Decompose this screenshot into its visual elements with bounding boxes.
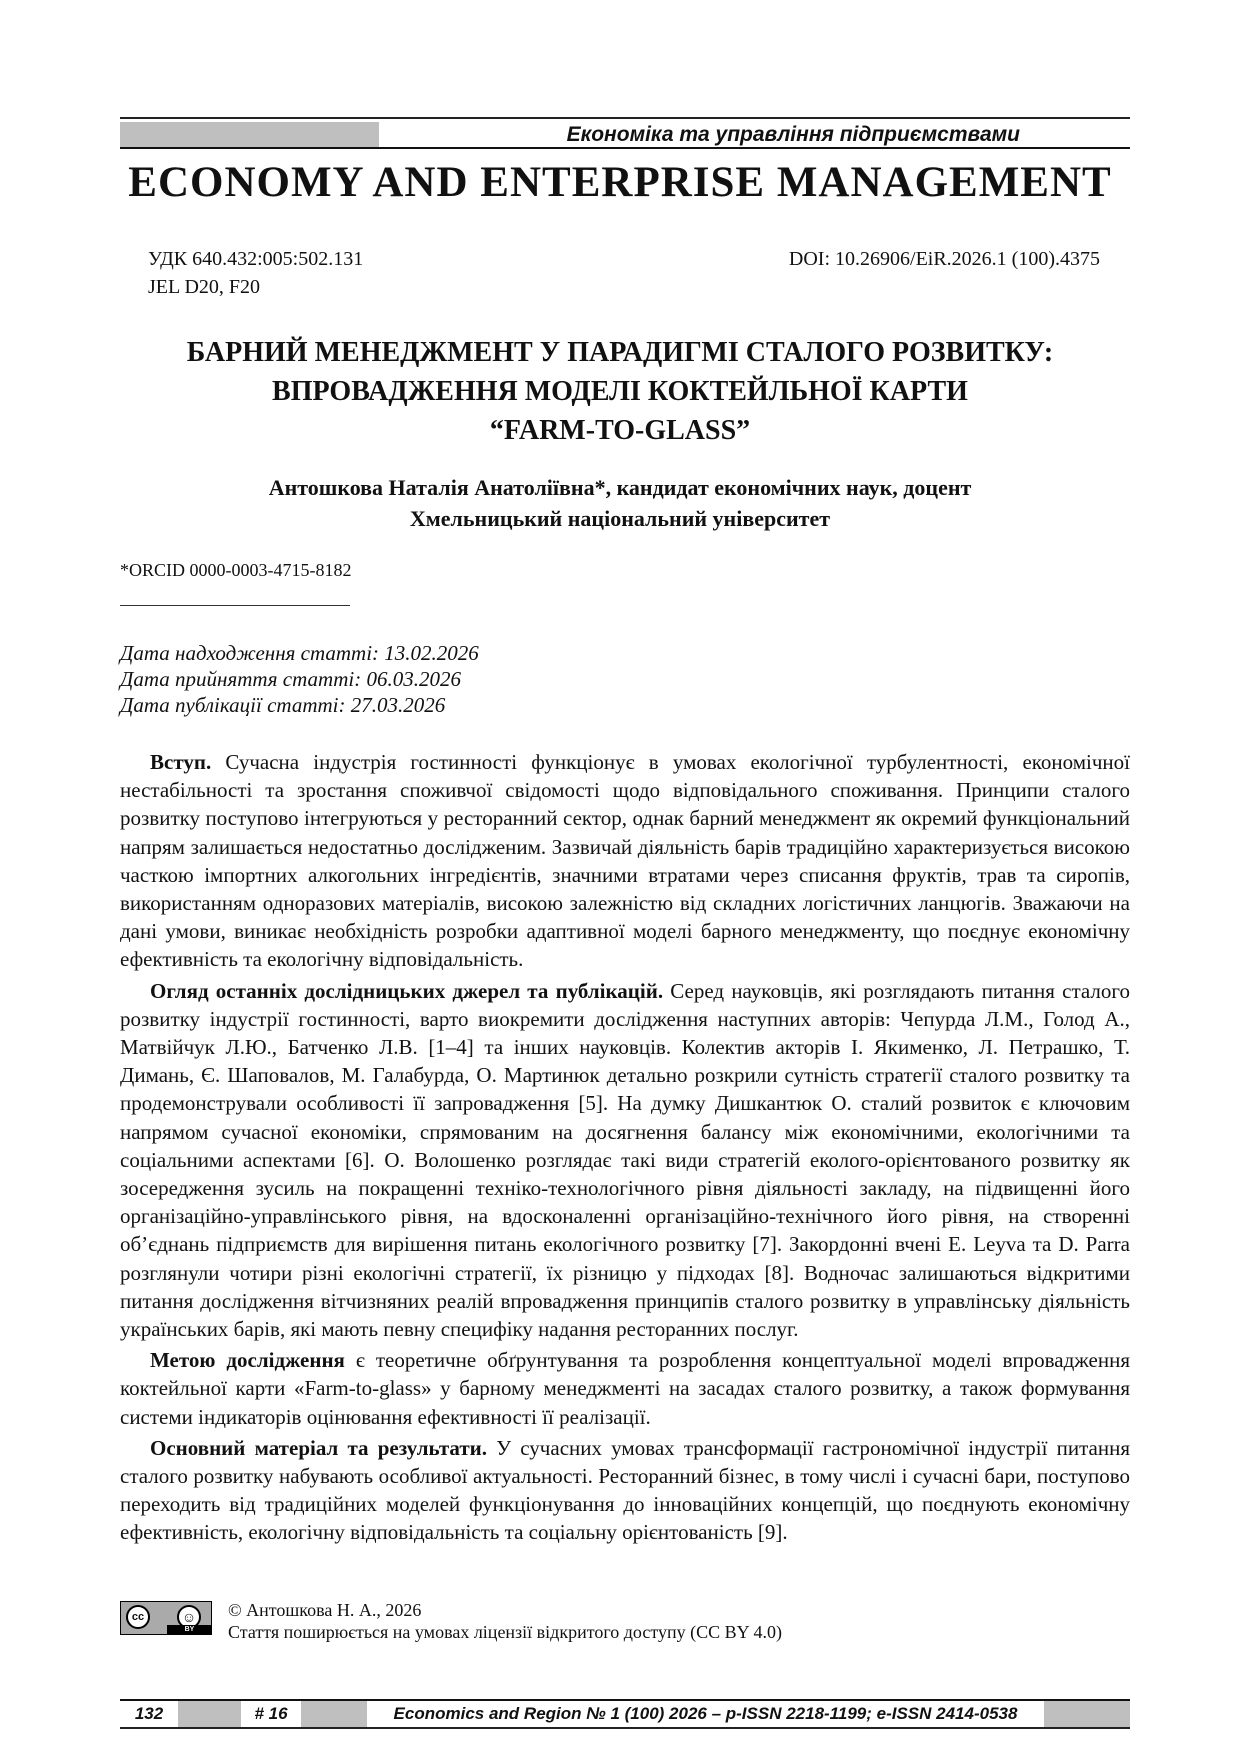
date-published: Дата публікації статті: 27.03.2026 — [120, 693, 446, 717]
journal-issue-info: Economics and Region № 1 (100) 2026 – p-ISSN 2218-1199; e-ISSN 2414-0538 — [393, 1704, 1018, 1723]
footer-grey-block-2 — [301, 1701, 367, 1727]
paragraph-introduction — [120, 748, 1130, 974]
orcid-footnote: *ORCID 0000-0003-4715-8182 — [120, 560, 352, 580]
running-header — [120, 122, 1130, 149]
paragraph-heading: Основний матеріал та результати. — [150, 1435, 488, 1460]
cc-icon: cc — [126, 1605, 150, 1629]
header-grey-block — [120, 122, 379, 147]
doi: DOI: 10.26906/EiR.2026.1 (100).4375 — [788, 248, 1100, 270]
paragraph-heading: Вступ. — [150, 750, 212, 774]
paper-title — [140, 333, 1100, 450]
person-icon: ☺ — [177, 1605, 201, 1629]
footnote-divider — [120, 605, 350, 606]
paragraph-aim — [120, 1346, 1130, 1431]
page-number: 132 — [134, 1704, 164, 1723]
journal-section-title: ECONOMY AND ENTERPRISE MANAGEMENT — [128, 159, 1112, 206]
copyright-notice: © Антошкова Н. А., 2026 — [228, 1600, 422, 1620]
header-top-rule — [120, 117, 1130, 119]
section-name: Економіка та управління підприємствами — [566, 123, 1020, 146]
running-footer — [120, 1699, 1130, 1727]
author-name: Антошкова Наталія Анатоліївна*, кандидат економічних наук, доцент — [268, 475, 972, 500]
issue-number: # 16 — [254, 1704, 288, 1723]
paragraph-text: Серед науковців, які розглядають питання сталого розвитку індустрії гостинності, варто виокремити дослідження наступних авторів: Чепурда Л.М., Голод А., Матвійчук Л.Ю., Батченко Л.В. [1–4] та інших науковців. Колектив акторів І. Якименко, Л. Петрашко, Т. Димань, Є. Шаповалов, М. Галабурда, О. Мартинюк детально розкрили сутність стратегії сталого розвитку та продемонстрували особливості її запровадження [5]. На думку Дишкантюк О. сталий розвиток є ключовим напрямом сучасної економіки, спрямованим на досягнення балансу між економічними, екологічними та соціальними аспектами [6]. О. Волошенко розглядає такі види стратегій еколого-орієнтованого розвитку як зосередження зусиль на покращенні техніко-технологічного рівня діяльності закладу, на підвищенні його організаційно-управлінського рівня, на вдосконаленні організаційно-технічного його рівня, на створенні об’єднань підприємств для вирішення питань екологічного розвитку [7]. Закордонні вчені E. Leyva та D. Parra розглянули чотири різні екологічні стратегії, їх різницю у підходах [8]. Водночас залишаються відкритими питання дослідження вітчизняних реалій впровадження принципів сталого розвитку в управлінську діяльність українських барів, які мають певну специфіку надання ресторанних послуг. — [120, 978, 1130, 1342]
paragraph-main-material — [120, 1434, 1130, 1547]
by-label: BY — [167, 1625, 212, 1634]
paragraph-heading: Метою дослідження — [150, 1348, 345, 1373]
article-body — [120, 748, 1130, 1550]
paragraph-text: Сучасна індустрія гостинності функціонує в умовах екологічної турбулентності, економічної нестабільності та зростання споживчої свідомості щодо відповідального споживання. Принципи сталого розвитку поступово інтегруються у ресторанний сектор, однак барний менеджмент як окремий функціональний напрям залишається недостатньо дослідженим. Зазвичай діяльність барів традиційно характеризується високою часткою імпортних алкогольних інгредієнтів, значними втратами через списання фруктів, трав та сиропів, використанням одноразових матеріалів, високою залежністю від складних логістичних ланцюгів. Зважаючи на дані умови, виникає необхідність розробки адаптивної моделі барного менеджменту, що поєднує економічну ефективність та екологічну відповідальність. — [120, 750, 1130, 972]
footer-grey-block-3 — [1044, 1701, 1130, 1727]
title-line-2: ВПРОВАДЖЕННЯ МОДЕЛІ КОКТЕЙЛЬНОЇ КАРТИ — [272, 376, 968, 407]
license-block — [120, 1599, 1130, 1642]
license-text — [228, 1599, 782, 1643]
paragraph-text: У сучасних умовах трансформації гастрономічної індустрії питання сталого розвитку набувають особливої актуальності. Ресторанний бізнес, в тому числі і сучасні бари, поступово переходить від традиційних моделей функціонування до інноваційних концепцій, що поєднують економічну ефективність, екологічну відповідальність та соціальну орієнтованість [9]. — [120, 1435, 1130, 1545]
author-affiliation: Хмельницький національний університет — [409, 506, 831, 531]
title-line-1: БАРНИЙ МЕНЕДЖМЕНТ У ПАРАДИГМІ СТАЛОГО РОЗВИТКУ: — [186, 337, 1054, 368]
license-statement: Стаття поширюється на умовах ліцензії відкритого доступу (CC BY 4.0) — [228, 1622, 782, 1642]
date-received: Дата надходження статті: 13.02.2026 — [120, 641, 479, 665]
footer-grey-block-1 — [178, 1701, 241, 1727]
udk-code: УДК 640.432:005:502.131 — [148, 248, 364, 270]
author-block — [140, 472, 1100, 534]
paragraph-heading: Огляд останніх дослідницьких джерел та публікацій. — [150, 978, 664, 1003]
cc-by-license-icon[interactable] — [120, 1601, 212, 1635]
jel-code: JEL D20, F20 — [148, 276, 261, 298]
article-dates — [120, 640, 479, 718]
paragraph-literature-review — [120, 977, 1130, 1344]
title-line-3: “FARM-TO-GLASS” — [489, 415, 751, 446]
date-accepted: Дата прийняття статті: 06.03.2026 — [120, 667, 461, 691]
paragraph-text: є теоретичне обґрунтування та розроблення концептуальної моделі впровадження коктейльної карти «Farm-to-glass» у барному менеджменті на засадах сталого розвитку, а також формування системи індикаторів оцінювання ефективності її реалізації. — [120, 1348, 1130, 1429]
footer-bottom-rule — [120, 1727, 1130, 1729]
